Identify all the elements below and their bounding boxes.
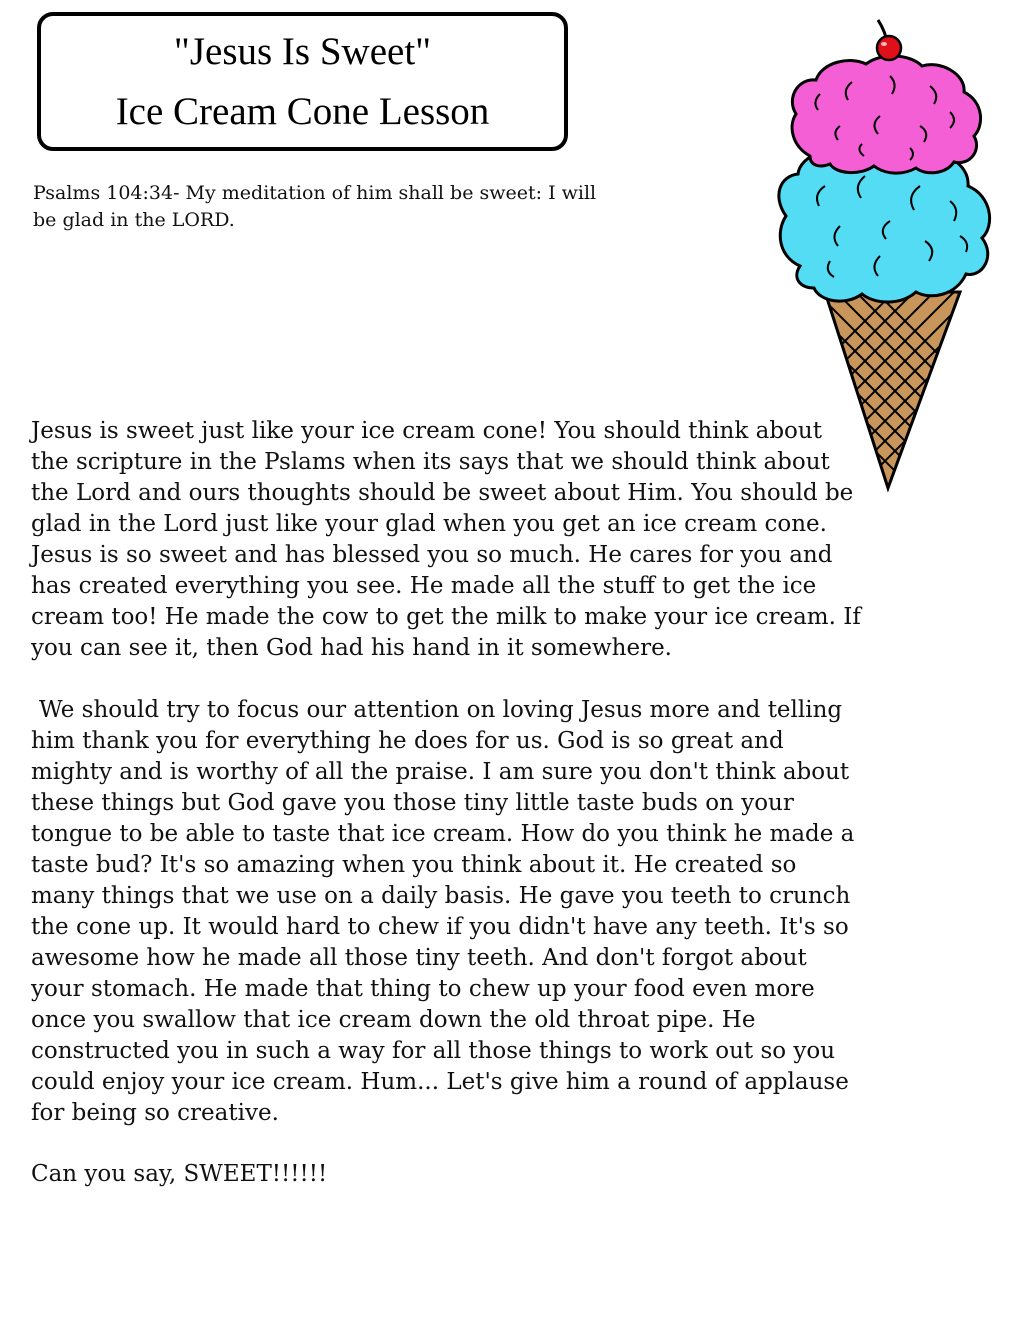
- lesson-paragraph-2: We should try to focus our attention on loving Jesus more and telling him thank you for everything he does for us. God is so great and mighty and is worthy of all the praise. I am sure you don't think about these things but God gave you those tiny little taste buds on your tongue to be able to taste that ice cream. How do you think he made a taste bud? It's so amazing when you think about it. He created so many things that we use on a daily basis. He gave you teeth to crunch the cone up. It would hard to chew if you didn't have any teeth. It's so awesome how he made all those tiny teeth. And don't forgot about your stomach. He made that thing to chew up your food even more once you swallow that ice cream down the old throat pipe. He constructed you in such a way for all those things to work out so you could enjoy your ice cream. Hum... Let's give him a round of applause for being so creative.: [31, 697, 855, 1126]
- page-title: "Jesus Is Sweet": [173, 30, 432, 73]
- cherry: [877, 36, 901, 60]
- lesson-closing: Can you say, SWEET!!!!!!: [31, 1161, 328, 1187]
- page-subtitle: Ice Cream Cone Lesson: [115, 90, 490, 133]
- lesson-paragraph-1: Jesus is sweet just like your ice cream cone! You should think about the scripture in the Pslams when its says that we should think about the Lord and ours thoughts should be sweet about Him. You should be glad in the Lord just like your glad when you get an ice cream cone. Jesus is so sweet and has blessed you so much. He cares for you and has created everything you see. He made all the stuff to get the ice cream too! He made the cow to get the milk to make your ice cream. If you can see it, then God had his hand in it somewhere.: [31, 418, 861, 661]
- title-box: [37, 12, 568, 151]
- scripture-verse: Psalms 104:34- My meditation of him shall be sweet: I will be glad in the LORD.: [33, 182, 597, 231]
